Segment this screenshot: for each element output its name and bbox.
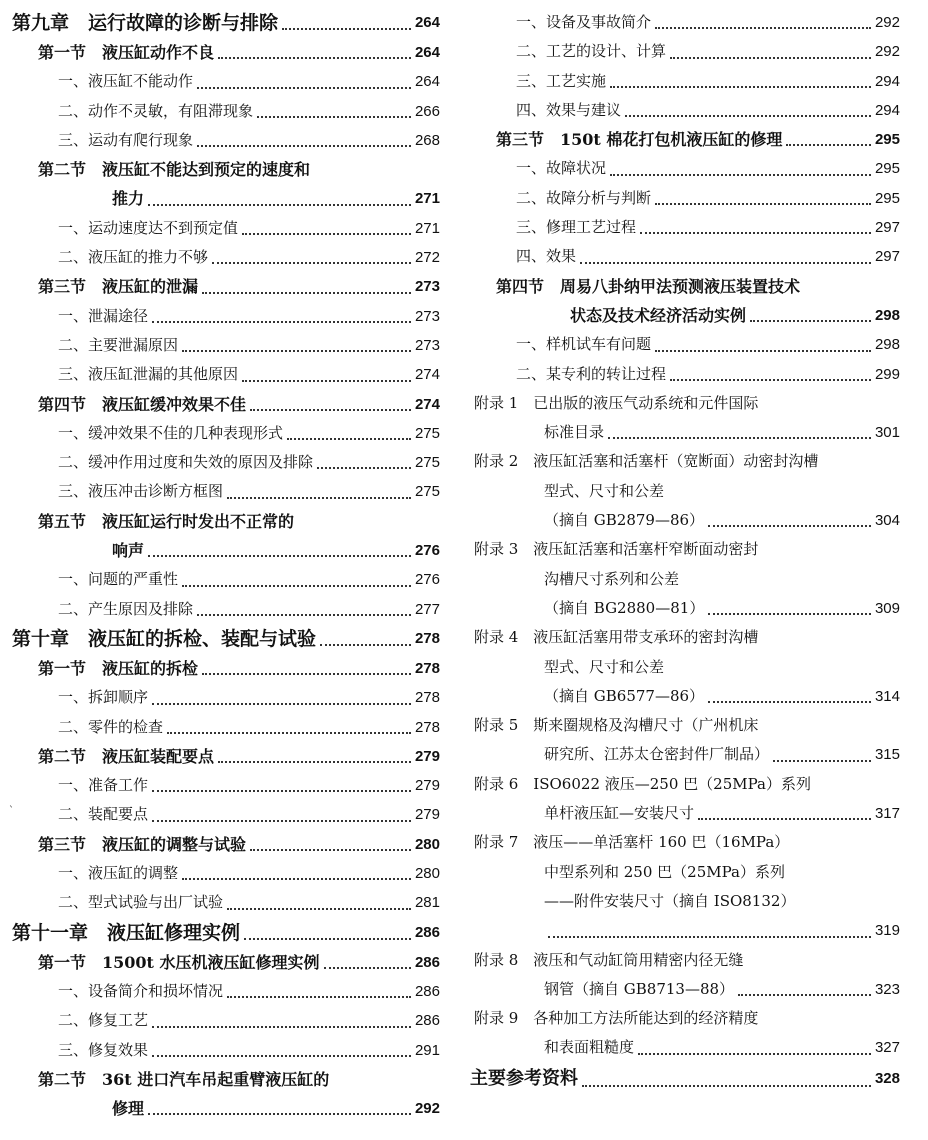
dot-leader (750, 320, 871, 322)
toc-page-number: 286 (414, 923, 440, 941)
toc-entry-title: 状态及技术经济活动实例 (570, 305, 747, 325)
toc-entry-title: 中型系列和 250 巴（25MPa）系列 (544, 862, 785, 881)
toc-item-entry[interactable] (470, 360, 900, 389)
toc-entry-title: 一、样机试车有问题 (516, 335, 652, 354)
toc-section-entry[interactable] (12, 654, 440, 683)
toc-section-entry[interactable] (12, 1065, 440, 1124)
toc-left-column (12, 8, 440, 1123)
toc-entry-title: 四、效果与建议 (516, 100, 622, 119)
toc-item-entry[interactable] (12, 683, 440, 712)
dot-leader (708, 525, 871, 527)
toc-entry-title: 三、运动有爬行现象 (58, 130, 194, 149)
toc-entry-title: 响声 (112, 541, 145, 561)
toc-entry-title: 型式、尺寸和公差 (544, 481, 665, 500)
toc-section-entry[interactable] (12, 742, 440, 771)
dot-leader (610, 86, 871, 88)
dot-leader (197, 145, 411, 147)
toc-entry-title: 研究所、江苏太仓密封件厂制品） (544, 745, 770, 764)
toc-appx-entry[interactable] (470, 711, 900, 770)
toc-entry-title: 推力 (112, 189, 145, 209)
toc-item-entry[interactable] (12, 1036, 440, 1065)
toc-item-entry[interactable] (12, 360, 440, 389)
toc-page-number: 275 (414, 483, 440, 501)
toc-section-entry[interactable] (12, 507, 440, 566)
dot-leader (167, 732, 411, 734)
toc-item-entry[interactable] (12, 771, 440, 800)
toc-page-number: 273 (414, 278, 440, 296)
toc-entry-title: 三、修理工艺过程 (516, 218, 637, 237)
toc-page-number: 299 (874, 365, 900, 383)
toc-entry-title: 附录 5 斯来圈规格及沟槽尺寸（广州机床 (474, 716, 759, 735)
toc-entry-title: 一、拆卸顺序 (58, 688, 149, 707)
toc-page-number: 268 (414, 131, 440, 149)
toc-entry-title: 第二节 36t 进口汽车吊起重臂液压缸的 (38, 1069, 330, 1089)
toc-section-entry[interactable] (470, 272, 900, 331)
toc-item-entry[interactable] (12, 331, 440, 360)
toc-page-number: 323 (874, 980, 900, 998)
toc-entry-title: 第四节 液压缸缓冲效果不佳 (38, 394, 247, 414)
toc-entry-title: 型式、尺寸和公差 (544, 657, 665, 676)
toc-entry-title: 沟槽尺寸系列和公差 (544, 569, 680, 588)
dot-leader (242, 380, 411, 382)
dot-leader (227, 996, 411, 998)
dot-leader (197, 87, 411, 89)
toc-page-number: 272 (414, 249, 440, 267)
toc-page-number: 274 (414, 395, 440, 413)
toc-chapter-entry[interactable] (12, 918, 440, 948)
toc-item-entry[interactable] (12, 565, 440, 594)
toc-appx-entry[interactable] (470, 828, 900, 945)
toc-page-number: 273 (414, 307, 440, 325)
dot-leader (610, 174, 871, 176)
toc-entry-title: （摘自 BG2880—81） (544, 598, 705, 617)
toc-appx-entry[interactable] (470, 770, 900, 829)
toc-entry-title: 第九章 运行故障的诊断与排除 (12, 12, 279, 34)
toc-entry-title: 二、型式试验与出厂试验 (58, 893, 224, 912)
toc-appx-entry[interactable] (470, 1004, 900, 1063)
toc-item-entry[interactable] (470, 330, 900, 359)
toc-appx-entry[interactable] (470, 623, 900, 711)
dot-leader (786, 144, 871, 146)
toc-page-number: 291 (414, 1041, 440, 1059)
toc-page-number: 264 (414, 14, 440, 31)
dot-leader (257, 116, 411, 118)
toc-page-number: 294 (874, 101, 900, 119)
toc-entry-title: 第十一章 液压缸修理实例 (12, 921, 241, 944)
toc-page-number: 264 (414, 73, 440, 91)
toc-ref-entry[interactable] (470, 1063, 900, 1095)
dot-leader (282, 28, 411, 30)
toc-entry-title: 附录 2 液压缸活塞和活塞杆（宽断面）动密封沟槽 (474, 452, 819, 471)
toc-page-number: 297 (874, 219, 900, 237)
dot-leader (202, 673, 411, 675)
toc-page-number: 298 (874, 336, 900, 354)
toc-entry-title: 一、缓冲效果不佳的几种表现形式 (58, 423, 284, 442)
toc-entry-title: 二、动作不灵敏，有阻滞现象 (58, 101, 254, 120)
dot-leader (655, 27, 871, 29)
toc-entry-title: 附录 4 液压缸活塞用带支承环的密封沟槽 (474, 628, 759, 647)
dot-leader (670, 57, 871, 59)
dot-leader (182, 350, 411, 352)
toc-entry-title: 二、故障分析与判断 (516, 188, 652, 207)
dot-leader (670, 379, 871, 381)
dot-leader (638, 1053, 871, 1055)
dot-leader (655, 203, 871, 205)
toc-appx-entry[interactable] (470, 946, 900, 1005)
toc-entry-title: 附录 6 ISO6022 液压—250 巴（25MPa）系列 (474, 774, 811, 793)
toc-item-entry[interactable] (12, 888, 440, 917)
dot-leader (152, 321, 411, 323)
toc-entry-title: 一、运动速度达不到预定值 (58, 218, 239, 237)
dot-leader (212, 262, 411, 264)
toc-item-entry[interactable] (12, 1006, 440, 1035)
toc-entry-title: 一、问题的严重性 (58, 570, 179, 589)
dot-leader (152, 1055, 411, 1057)
toc-page-number: 286 (414, 953, 440, 971)
dot-leader (182, 878, 411, 880)
toc-chapter-entry[interactable] (12, 624, 440, 654)
toc-entry-title: 三、工艺实施 (516, 71, 607, 90)
toc-page-number: 295 (874, 189, 900, 207)
toc-page-number: 327 (874, 1039, 900, 1057)
dot-leader (287, 438, 411, 440)
toc-section-entry[interactable] (12, 390, 440, 419)
toc-page-number: 273 (414, 336, 440, 354)
dot-leader (655, 350, 871, 352)
toc-page-number: 271 (414, 190, 440, 208)
toc-page-number: 294 (874, 72, 900, 90)
toc-entry-title: 附录 7 液压——单活塞杆 160 巴（16MPa） (474, 833, 790, 852)
toc-page-number: 280 (414, 835, 440, 853)
toc-appx-entry[interactable] (470, 535, 900, 623)
toc-entry-title: 钢管（摘自 GB8713—88） (544, 979, 735, 998)
dot-leader (773, 760, 871, 762)
toc-page-number: 280 (414, 865, 440, 883)
dot-leader (640, 232, 871, 234)
dot-leader (152, 1026, 411, 1028)
toc-page-number: 279 (414, 747, 440, 765)
toc-page-number: 317 (874, 805, 900, 823)
toc-section-entry[interactable] (470, 125, 900, 154)
toc-entry-title: 二、缓冲作用过度和失效的原因及排除 (58, 453, 314, 472)
toc-item-entry[interactable] (470, 242, 900, 271)
toc-item-entry[interactable] (470, 67, 900, 96)
toc-chapter-entry[interactable] (12, 8, 440, 38)
toc-entry-title: 一、设备及事故简介 (516, 13, 652, 31)
toc-entry-title: ——附件安装尺寸（摘自 ISO8132） (544, 891, 796, 910)
toc-entry-title: 三、修复效果 (58, 1040, 149, 1059)
toc-item-entry[interactable] (470, 184, 900, 213)
toc-entry-title: 四、效果 (516, 247, 577, 266)
dot-leader (708, 613, 871, 615)
dot-leader (202, 292, 411, 294)
toc-page-number: 264 (414, 44, 440, 61)
dot-leader (582, 1085, 871, 1087)
toc-item-entry[interactable] (12, 67, 440, 96)
dot-leader (324, 967, 411, 969)
toc-section-entry[interactable] (12, 948, 440, 977)
dot-leader (218, 57, 411, 59)
dot-leader (227, 497, 411, 499)
toc-entry-title: 一、液压缸的调整 (58, 864, 179, 883)
toc-entry-title: 第一节 1500t 水压机液压缸修理实例 (38, 952, 320, 972)
toc-entry-title: 一、泄漏途径 (58, 306, 149, 325)
toc-page-number: 275 (414, 424, 440, 442)
toc-item-entry[interactable] (12, 713, 440, 742)
toc-page-number: 278 (414, 689, 440, 707)
dot-leader (320, 644, 411, 646)
toc-entry-title: 二、液压缸的推力不够 (58, 248, 209, 267)
toc-item-entry[interactable] (12, 595, 440, 624)
toc-entry-title: 二、主要泄漏原因 (58, 335, 179, 354)
toc-entry-title: 二、某专利的转让过程 (516, 364, 667, 383)
toc-item-entry[interactable] (470, 154, 900, 183)
toc-section-entry[interactable] (12, 272, 440, 301)
dot-leader (148, 1113, 411, 1115)
toc-page-number: 266 (414, 102, 440, 120)
toc-item-entry[interactable] (12, 477, 440, 506)
toc-entry-title: 三、液压缸泄漏的其他原因 (58, 365, 239, 384)
toc-entry-title: 第十章 液压缸的拆检、装配与试验 (12, 627, 317, 650)
dot-leader (148, 555, 411, 557)
toc-entry-title: 一、准备工作 (58, 776, 149, 795)
toc-page-number: 309 (874, 599, 900, 617)
toc-appx-entry[interactable] (470, 389, 900, 448)
dot-leader (317, 467, 411, 469)
toc-page-number: 279 (414, 777, 440, 795)
toc-page-number: 298 (874, 306, 900, 324)
dot-leader (197, 614, 411, 616)
toc-entry-title: 第二节 液压缸装配要点 (38, 746, 215, 766)
toc-item-entry[interactable] (470, 213, 900, 242)
toc-entry-title: 二、工艺的设计、计算 (516, 42, 667, 61)
toc-entry-title: 附录 3 液压缸活塞和活塞杆窄断面动密封 (474, 540, 759, 559)
toc-section-entry[interactable] (12, 38, 440, 67)
dot-leader (227, 908, 411, 910)
toc-entry-title: 第一节 液压缸动作不良 (38, 43, 215, 62)
toc-entry-title: 一、故障状况 (516, 159, 607, 178)
toc-entry-title: 标准目录 (544, 423, 605, 442)
toc-page-number: 292 (414, 1100, 440, 1118)
toc-entry-title: （摘自 GB2879—86） (544, 511, 705, 530)
dot-leader (250, 409, 411, 411)
toc-page-number: 328 (874, 1069, 900, 1087)
toc-entry-title: 二、产生原因及排除 (58, 599, 194, 618)
toc-page-number: 278 (414, 659, 440, 677)
toc-entry-title: 三、液压冲击诊断方框图 (58, 482, 224, 501)
toc-appx-entry[interactable] (470, 447, 900, 535)
toc-page-number: 295 (874, 160, 900, 178)
toc-page-number: 274 (414, 366, 440, 384)
toc-section-entry[interactable] (12, 155, 440, 214)
dot-leader (625, 115, 871, 117)
dot-leader (148, 204, 411, 206)
stray-mark: ` (9, 806, 14, 817)
toc-page-number: 295 (874, 131, 900, 149)
toc-section-entry[interactable] (12, 830, 440, 859)
toc-item-entry[interactable] (12, 859, 440, 888)
dot-leader (738, 994, 871, 996)
toc-entry-title: 附录 1 已出版的液压气动系统和元件国际 (474, 393, 759, 412)
dot-leader (698, 818, 871, 820)
dot-leader (152, 703, 411, 705)
toc-item-entry[interactable] (12, 419, 440, 448)
toc-page-number: 276 (414, 542, 440, 560)
toc-page-number: 292 (874, 14, 900, 31)
dot-leader (548, 936, 871, 938)
toc-page-number: 271 (414, 219, 440, 237)
dot-leader (152, 790, 411, 792)
toc-item-entry[interactable] (12, 977, 440, 1006)
toc-page-number: 314 (874, 687, 900, 705)
toc-page-number: 278 (414, 629, 440, 647)
toc-page-number: 304 (874, 512, 900, 530)
toc-entry-title: 附录 9 各种加工方法所能达到的经济精度 (474, 1009, 759, 1028)
toc-entry-title: 第三节 液压缸的泄漏 (38, 277, 199, 297)
toc-page-number: 286 (414, 982, 440, 1000)
toc-right-column (470, 8, 900, 1095)
toc-entry-title: 一、设备简介和损坏情况 (58, 981, 224, 1000)
toc-item-entry[interactable] (12, 126, 440, 155)
toc-item-entry[interactable] (470, 96, 900, 125)
toc-page-number: 276 (414, 571, 440, 589)
dot-leader (182, 585, 411, 587)
toc-page-number: 279 (414, 806, 440, 824)
toc-page-number: 315 (874, 746, 900, 764)
dot-leader (708, 701, 871, 703)
toc-entry-title: 附录 8 液压和气动缸筒用精密内径无缝 (474, 950, 744, 969)
toc-entry-title: 二、装配要点 (58, 805, 149, 824)
toc-entry-title: 第五节 液压缸运行时发出不正常的 (38, 511, 295, 531)
toc-entry-title: 第一节 液压缸的拆检 (38, 658, 199, 678)
toc-entry-title: 二、修复工艺 (58, 1011, 149, 1030)
dot-leader (250, 849, 411, 851)
toc-page-number: 319 (874, 922, 900, 940)
toc-page-number: 278 (414, 718, 440, 736)
toc-entry-title: 一、液压缸不能动作 (58, 72, 194, 91)
toc-entry-title: （摘自 GB6577—86） (544, 686, 705, 705)
dot-leader (580, 262, 871, 264)
toc-page-number: 297 (874, 248, 900, 266)
toc-item-entry[interactable] (12, 448, 440, 477)
toc-page-number: 292 (874, 43, 900, 61)
toc-item-entry[interactable] (12, 800, 440, 829)
dot-leader (218, 761, 411, 763)
toc-entry-title: 第二节 液压缸不能达到预定的速度和 (38, 160, 311, 180)
toc-entry-title: 第三节 150t 棉花打包机液压缸的修理 (496, 130, 783, 150)
toc-item-entry[interactable] (12, 97, 440, 126)
toc-item-entry[interactable] (12, 243, 440, 272)
toc-entry-title: 和表面粗糙度 (544, 1038, 635, 1057)
toc-entry-title: 二、零件的检查 (58, 717, 164, 736)
toc-page-number: 281 (414, 894, 440, 912)
toc-item-entry[interactable] (12, 302, 440, 331)
toc-item-entry[interactable] (470, 37, 900, 66)
dot-leader (244, 938, 411, 940)
dot-leader (608, 437, 871, 439)
toc-entry-title: 单杆液压缸—安装尺寸 (544, 804, 695, 823)
toc-entry-title: 主要参考资料 (470, 1067, 578, 1089)
dot-leader (242, 233, 411, 235)
toc-entry-title: 第三节 液压缸的调整与试验 (38, 834, 247, 854)
toc-item-entry[interactable] (470, 8, 900, 37)
toc-page-number: 301 (874, 424, 900, 442)
toc-page-number: 275 (414, 454, 440, 472)
toc-entry-title: 第四节 周易八卦纳甲法预测液压装置技术 (496, 276, 801, 296)
dot-leader (152, 820, 411, 822)
toc-page-number: 286 (414, 1012, 440, 1030)
toc-entry-title: 修理 (112, 1099, 145, 1119)
toc-item-entry[interactable] (12, 214, 440, 243)
toc-page-number: 277 (414, 600, 440, 618)
